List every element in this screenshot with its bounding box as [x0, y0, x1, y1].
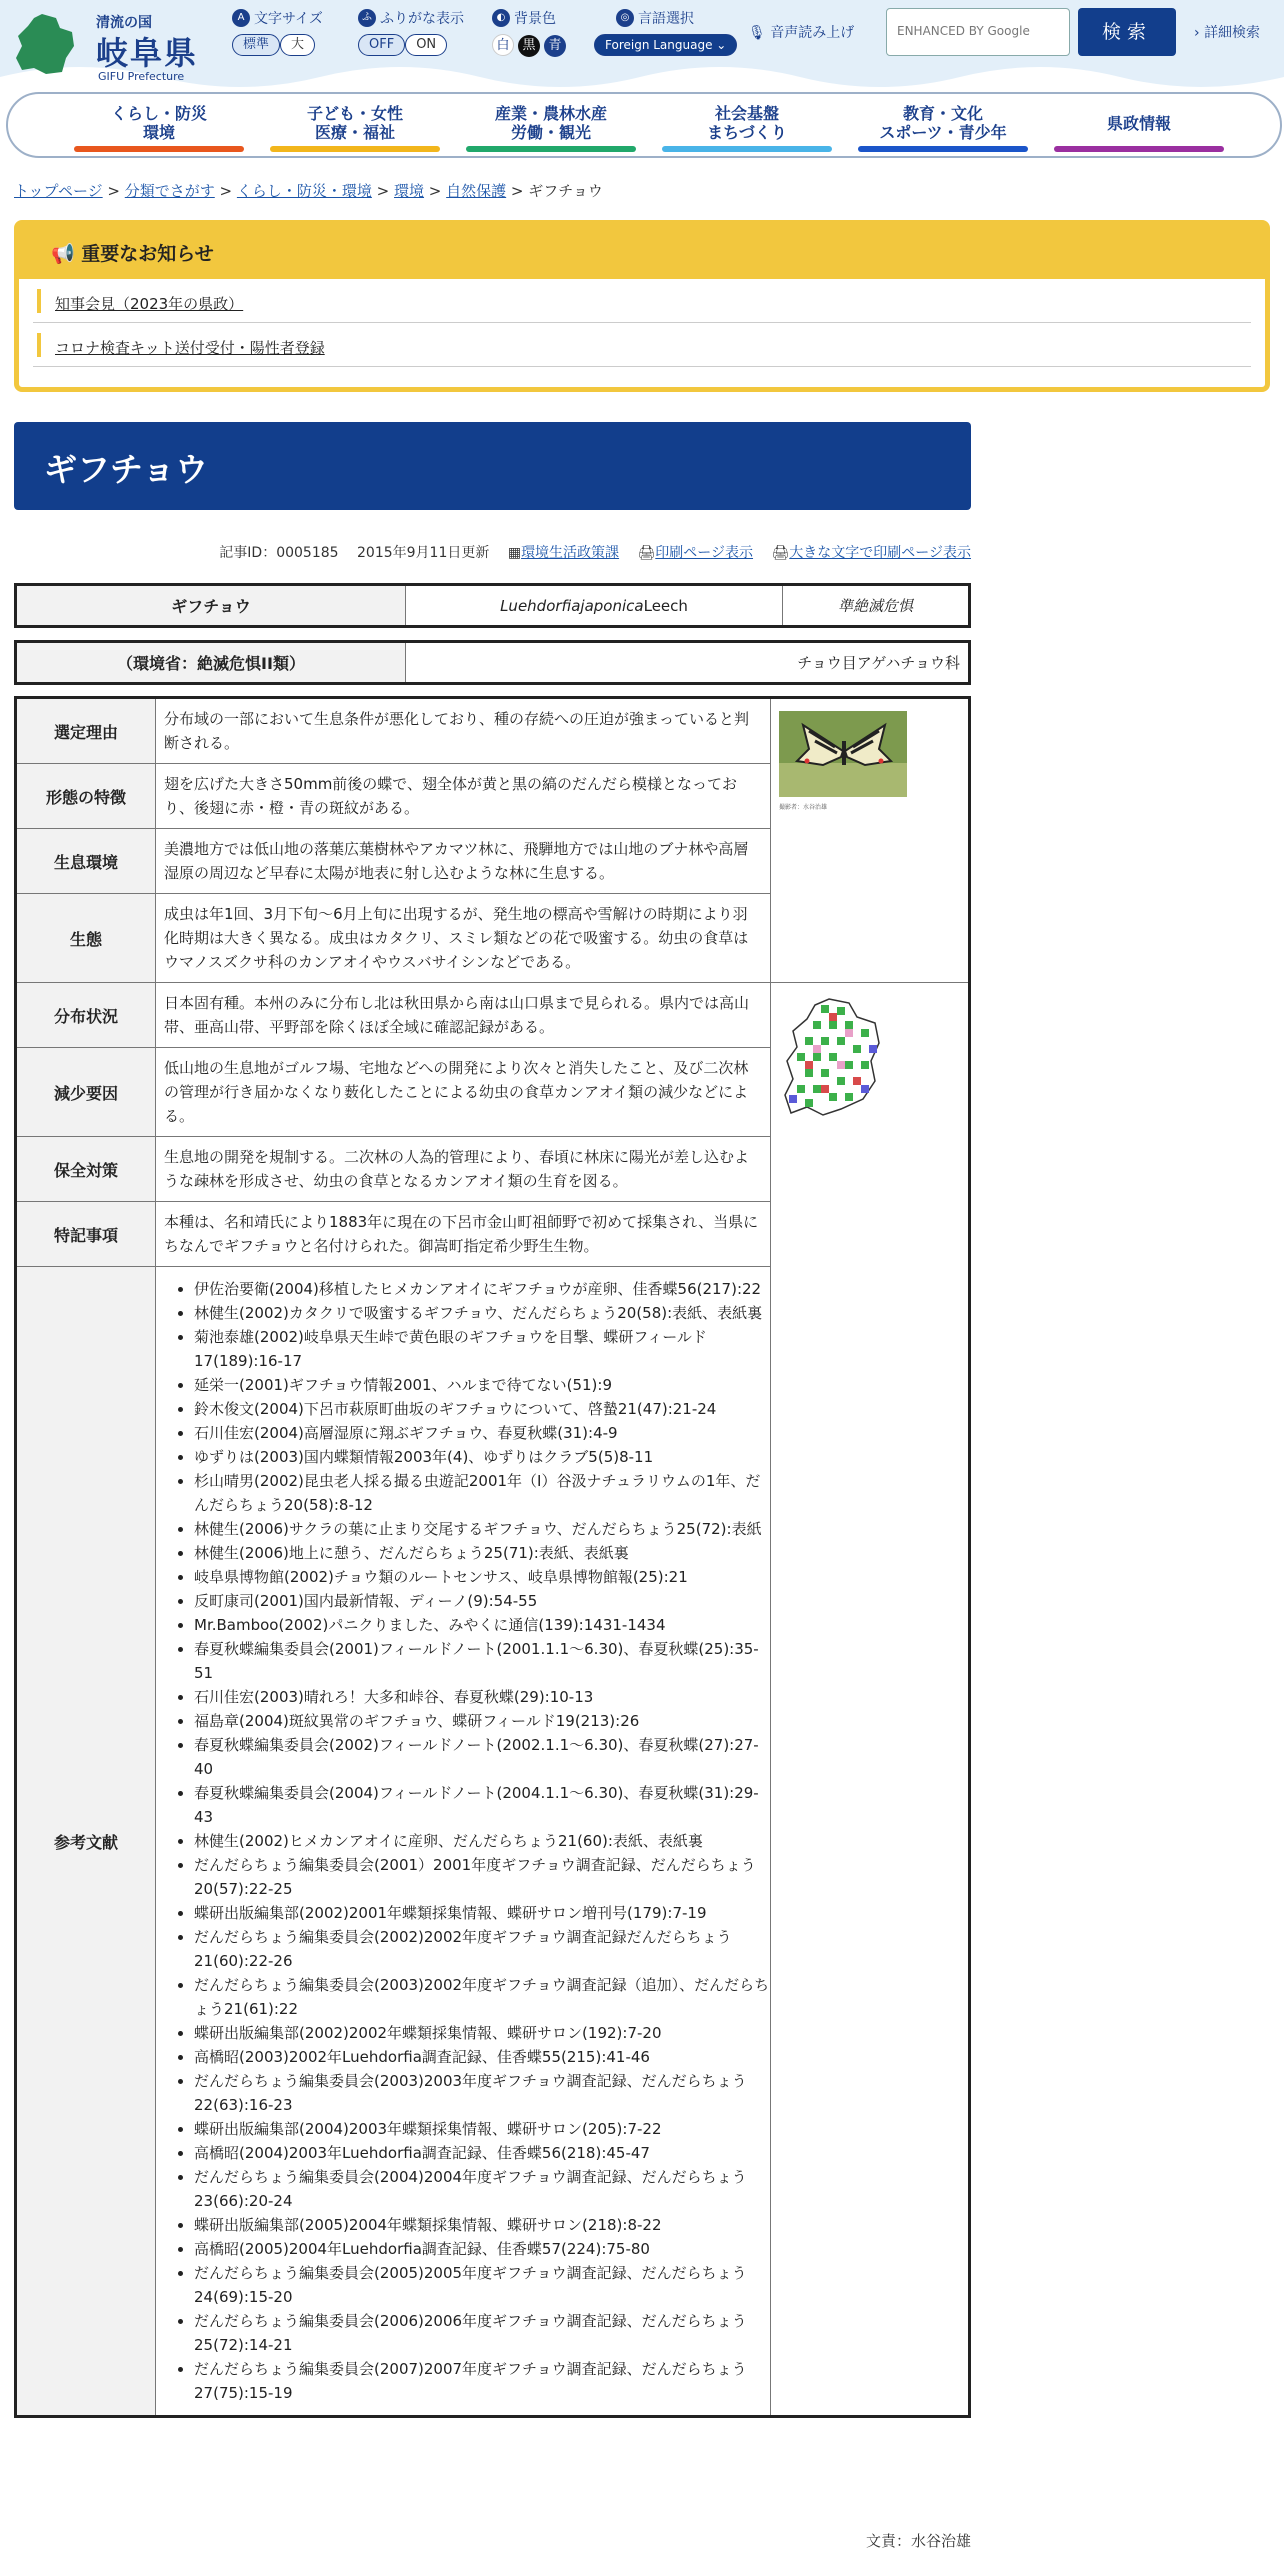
bg-blue-button[interactable]: 青 [544, 35, 566, 57]
row-label: 特記事項 [16, 1202, 156, 1267]
author-credit: 文責：水谷治雄 [865, 2532, 971, 2550]
nav-color-bar [662, 146, 832, 152]
article-meta [14, 542, 971, 562]
breadcrumb-link-living[interactable]: くらし・防災・環境 [236, 182, 372, 200]
taxonomic-order: チョウ目アゲハチョウ科 [406, 642, 970, 684]
reference-item: • ゆずりは(2003)国内蝶類情報2003年(4)、ゆずりはクラブ5(5)8-11 [194, 1445, 770, 1469]
row-label: 減少要因 [16, 1048, 156, 1137]
reference-item: • だんだらちょう編集委員会(2007)2007年度ギフチョウ調査記録、だんだらちょう27(75):15-19 [194, 2357, 770, 2405]
print-large-link[interactable]: 大きな文字で印刷ページ表示 [789, 545, 971, 561]
nav-line1: くらし・防災 [110, 104, 207, 123]
font-size-large-button[interactable]: 大 [280, 34, 315, 56]
reference-item: • 春夏秋蝶編集委員会(2004)フィールドノート(2004.1.1〜6.30)、春夏秋蝶(31):29-43 [194, 1781, 770, 1829]
row-text: 日本固有種。本州のみに分布し北は秋田県から南は山口県まで見られる。県内では高山帯、亜高山帯、平野部を除くほぼ全域に確認記録がある。 [156, 983, 771, 1048]
reference-item: • 杉山晴男(2002)昆虫老人採る撮る虫遊記2001年（I）谷汲ナチュラリウムの1年、だんだらちょう20(58):8-12 [194, 1469, 770, 1517]
notice-marker [37, 333, 41, 357]
row-text: 分布域の一部において生息条件が悪化しており、種の存続への圧迫が強まっていると判断される。 [156, 698, 771, 764]
nav-line1: 産業・農林水産 [494, 104, 607, 123]
prefectural-rank: 準絶滅危惧 [783, 585, 970, 627]
photo-caption: 撮影者：水谷治雄 [779, 804, 828, 811]
distribution-map [779, 995, 883, 1121]
nav-line2: 労働・観光 [510, 123, 591, 142]
font-size-standard-button[interactable]: 標準 [232, 34, 280, 56]
page-title: ギフチョウ [14, 422, 971, 510]
scientific-name-cell [406, 585, 783, 627]
furigana-tool [358, 8, 464, 56]
reference-item: • だんだらちょう編集委員会(2001）2001年度ギフチョウ調査記録、だんだらちょう20(57):22-25 [194, 1853, 770, 1901]
printer-icon: 🖨 [637, 545, 656, 561]
breadcrumb-link-environment[interactable]: 環境 [394, 182, 425, 200]
nav-color-bar [466, 146, 636, 152]
classification-table [14, 640, 971, 685]
furigana-label: ふりがな表示 [380, 11, 464, 27]
nav-line2: スポーツ・青少年 [879, 123, 1007, 142]
distribution-map-cell [771, 983, 970, 2417]
logo-name: 岐阜県 [96, 34, 199, 72]
reference-item: • 鈴木俊文(2004)下呂市萩原町曲坂のギフチョウについて、啓蟄21(47):21-24 [194, 1397, 770, 1421]
reference-item: • 蝶研出版編集部(2004)2003年蝶類採集情報、蝶研サロン(205):7-22 [194, 2117, 770, 2141]
bg-white-button[interactable]: 白 [492, 34, 514, 56]
species-name: ギフチョウ [16, 585, 406, 627]
row-label: 生態 [16, 894, 156, 983]
breadcrumb-link-category[interactable]: 分類でさがす [124, 182, 215, 200]
species-detail-table [14, 696, 971, 2418]
reference-item: • だんだらちょう編集委員会(2003)2003年度ギフチョウ調査記録、だんだらちょう22(63):16-23 [194, 2069, 770, 2117]
notice-title: 重要なお知らせ [81, 243, 214, 265]
reference-item: • 岐阜県博物館(2002)チョウ類のルートセンサス、岐阜県博物館報(25):21 [194, 1565, 770, 1589]
notice-marker [37, 289, 41, 313]
row-text: 成虫は年1回、3月下旬〜6月上旬に出現するが、発生地の標高や雪解けの時期により羽化時期は大きく異なる。成虫はカタクリ、スミレ類などの花で吸蜜する。幼虫の食草はウマノスズクサ科のカンアオイやウスバサイシンなどである。 [156, 894, 771, 983]
logo-english: GIFU Prefecture [98, 70, 185, 83]
breadcrumb-link-top[interactable]: トップページ [14, 182, 103, 200]
row-label: 形態の特徴 [16, 764, 156, 829]
nav-item-education[interactable] [858, 104, 1028, 150]
scientific-name-italic: Luehdorfiajaponica [500, 596, 644, 615]
article-id: 記事ID：0005185 [219, 545, 339, 561]
search-input[interactable]: ENHANCED BY Google [886, 8, 1070, 56]
font-size-tool [232, 8, 323, 56]
furigana-icon: ふ [358, 9, 376, 27]
reference-item: • 反町康司(2001)国内最新情報、ディーノ(9):54-55 [194, 1589, 770, 1613]
background-color-tool [492, 8, 570, 57]
references-list [156, 1267, 770, 2415]
advanced-search-link[interactable] [1194, 22, 1260, 42]
nav-color-bar [858, 146, 1028, 152]
nav-line2: 環境 [142, 123, 175, 142]
row-label: 選定理由 [16, 698, 156, 764]
reference-item: • だんだらちょう編集委員会(2003)2002年度ギフチョウ調査記録（追加）、だんだらちょう21(61):22 [194, 1973, 770, 2021]
department-grid-icon: ▦ [507, 545, 522, 561]
table-row [16, 698, 970, 764]
reference-item: • 福島章(2004)斑紋異常のギフチョウ、蝶研フィールド19(213):26 [194, 1709, 770, 1733]
voice-reading-button[interactable] [748, 22, 854, 42]
nav-line2: 医療・福祉 [314, 123, 395, 142]
reference-item: • 春夏秋蝶編集委員会(2001)フィールドノート(2001.1.1〜6.30)、春夏秋蝶(25):35-51 [194, 1637, 770, 1685]
nav-item-industry[interactable] [466, 104, 636, 150]
nav-color-bar [270, 146, 440, 152]
gifu-map-logo-icon [12, 12, 78, 76]
printer-large-icon: 🖨 [771, 545, 790, 561]
department-link[interactable]: 環境生活政策課 [521, 545, 620, 561]
reference-item: • 春夏秋蝶編集委員会(2002)フィールドノート(2002.1.1〜6.30)、春夏秋蝶(27):27-40 [194, 1733, 770, 1781]
reference-item: • 石川佳宏(2003)晴れろ！大多和峠谷、春夏秋蝶(29):10-13 [194, 1685, 770, 1709]
voice-reading-label: 音声読み上げ [770, 25, 855, 41]
reference-item: • 石川佳宏(2004)高層湿原に翔ぶギフチョウ、春夏秋蝶(31):4-9 [194, 1421, 770, 1445]
megaphone-icon: 📢 [51, 243, 75, 265]
foreign-language-button[interactable] [594, 34, 737, 56]
site-header [0, 0, 1284, 92]
reference-item: • 高橋昭(2004)2003年Luehdorfia調査記録、佳香蝶56(218):45-47 [194, 2141, 770, 2165]
chevron-down-icon: ⌄ [716, 38, 727, 52]
notice-link[interactable]: 知事会見（2023年の県政） [55, 295, 244, 313]
site-logo[interactable] [12, 8, 202, 83]
font-size-label: 文字サイズ [254, 11, 323, 27]
nav-line2: まちづくり [707, 123, 787, 142]
row-text: 翅を広げた大きさ50mm前後の蝶で、翅全体が黄と黒の縞のだんだら模様となっており、後翅に赤・橙・青の斑紋がある。 [156, 764, 771, 829]
global-nav [6, 92, 1282, 158]
nav-color-bar [74, 146, 244, 152]
butterfly-photo [779, 711, 907, 797]
language-label: 言語選択 [638, 11, 694, 27]
references-cell [156, 1267, 771, 2417]
foreign-language-label: Foreign Language [605, 38, 713, 52]
nav-line1: 子ども・女性 [306, 104, 403, 123]
reference-item: • 蝶研出版編集部(2002)2001年蝶類採集情報、蝶研サロン増刊号(179):7-19 [194, 1901, 770, 1925]
row-label: 分布状況 [16, 983, 156, 1048]
row-text: 美濃地方では低山地の落葉広葉樹林やアカマツ林に、飛騨地方では山地のブナ林や高層湿原の周辺など早春に太陽が地表に射し込むような林に生息する。 [156, 829, 771, 894]
photo-cell [771, 698, 970, 983]
background-label: 背景色 [514, 11, 556, 27]
reference-item: • 菊池泰雄(2002)岐阜県天生峠で黄色眼のギフチョウを目撃、蝶研フィールド17(189):16-17 [194, 1325, 770, 1373]
notice-item [33, 323, 1251, 367]
breadcrumb: トップページ > 分類でさがす > くらし・防災・環境 > 環境 > 自然保護 > ギフチョウ [14, 182, 603, 200]
font-size-icon: A [232, 9, 250, 27]
microphone-icon: 🎙 [748, 25, 766, 41]
breadcrumb-current: ギフチョウ [528, 182, 603, 200]
chevron-right-icon: › [1194, 25, 1200, 41]
ministry-rank: （環境省：絶滅危惧II類） [16, 642, 406, 684]
nav-item-infrastructure[interactable] [662, 104, 832, 150]
nav-item-government[interactable] [1054, 104, 1224, 150]
nav-line1: 社会基盤 [714, 104, 779, 123]
row-text: 低山地の生息地がゴルフ場、宅地などへの開発により次々と消失したこと、及び二次林の管理が行き届かなくなり薮化したことによる幼虫の食草カンアオイ類の減少などによる。 [156, 1048, 771, 1137]
important-notice [14, 220, 1270, 392]
bg-black-button[interactable]: 黒 [518, 35, 540, 57]
reference-item: • 林健生(2002)カタクリで吸蜜するギフチョウ、だんだらちょう20(58):表紙、表紙裏 [194, 1301, 770, 1325]
nav-item-children[interactable] [270, 104, 440, 150]
reference-item: • だんだらちょう編集委員会(2006)2006年度ギフチョウ調査記録、だんだらちょう25(72):14-21 [194, 2309, 770, 2357]
row-label: 保全対策 [16, 1137, 156, 1202]
species-summary-table [14, 583, 971, 628]
row-label: 生息環境 [16, 829, 156, 894]
reference-item: • 高橋昭(2005)2004年Luehdorfia調査記録、佳香蝶57(224):75-80 [194, 2237, 770, 2261]
nav-line1: 教育・文化 [902, 104, 983, 123]
notice-item [33, 279, 1251, 323]
search-button[interactable]: 検索 [1078, 8, 1176, 56]
reference-item: • 伊佐治要衛(2004)移植したヒメカンアオイにギフチョウが産卵、佳香蝶56(217):22 [194, 1277, 770, 1301]
reference-item: • だんだらちょう編集委員会(2002)2002年度ギフチョウ調査記録だんだらちょう21(60):22-26 [194, 1925, 770, 1973]
nav-item-living[interactable] [74, 104, 244, 150]
reference-item: • 延栄一(2001)ギフチョウ情報2001、ハルまで待てない(51):9 [194, 1373, 770, 1397]
scientific-name-author: Leech [643, 596, 688, 615]
palette-icon: ◐ [492, 9, 510, 27]
row-text: 本種は、名和靖氏により1883年に現在の下呂市金山町祖師野で初めて採集され、当県にちなんでギフチョウと名付けられた。御嵩町指定希少野生生物。 [156, 1202, 771, 1267]
reference-item: • 林健生(2006)サクラの葉に止まり交尾するギフチョウ、だんだらちょう25(72):表紙 [194, 1517, 770, 1541]
nav-color-bar [1054, 146, 1224, 152]
notice-header [19, 225, 1265, 279]
advanced-search-label: 詳細検索 [1204, 25, 1261, 41]
globe-icon: ◎ [616, 9, 634, 27]
references-label: 参考文献 [16, 1267, 156, 2417]
logo-tagline: 清流の国 [96, 15, 152, 31]
breadcrumb-link-nature[interactable]: 自然保護 [446, 182, 507, 200]
nav-line1: 県政情報 [1106, 114, 1171, 133]
language-tool [594, 8, 737, 56]
print-page-link[interactable]: 印刷ページ表示 [655, 545, 754, 561]
notice-link[interactable]: コロナ検査キット送付受付・陽性者登録 [55, 339, 325, 357]
row-text: 生息地の開発を規制する。二次林の人為的管理により、春頃に林床に陽光が差し込むような疎林を形成させ、幼虫の食草となるカンアオイ類の生育を図る。 [156, 1137, 771, 1202]
furigana-on-button[interactable]: ON [405, 34, 447, 56]
reference-item: • 蝶研出版編集部(2005)2004年蝶類採集情報、蝶研サロン(218):8-22 [194, 2213, 770, 2237]
update-date: 2015年9月11日更新 [357, 545, 490, 561]
reference-item: • 蝶研出版編集部(2002)2002年蝶類採集情報、蝶研サロン(192):7-20 [194, 2021, 770, 2045]
reference-item: • 高橋昭(2003)2002年Luehdorfia調査記録、佳香蝶55(215):41-46 [194, 2045, 770, 2069]
reference-item: • 林健生(2002)ヒメカンアオイに産卵、だんだらちょう21(60):表紙、表紙裏 [194, 1829, 770, 1853]
reference-item: • だんだらちょう編集委員会(2005)2005年度ギフチョウ調査記録、だんだらちょう24(69):15-20 [194, 2261, 770, 2309]
reference-item: • 林健生(2006)地上に憩う、だんだらちょう25(71):表紙、表紙裏 [194, 1541, 770, 1565]
furigana-off-button[interactable]: OFF [358, 34, 405, 56]
reference-item: • Mr.Bamboo(2002)パニクりました、みやくに通信(139):1431-1434 [194, 1613, 770, 1637]
reference-item: • だんだらちょう編集委員会(2004)2004年度ギフチョウ調査記録、だんだらちょう23(66):20-24 [194, 2165, 770, 2213]
table-row [16, 983, 970, 1048]
